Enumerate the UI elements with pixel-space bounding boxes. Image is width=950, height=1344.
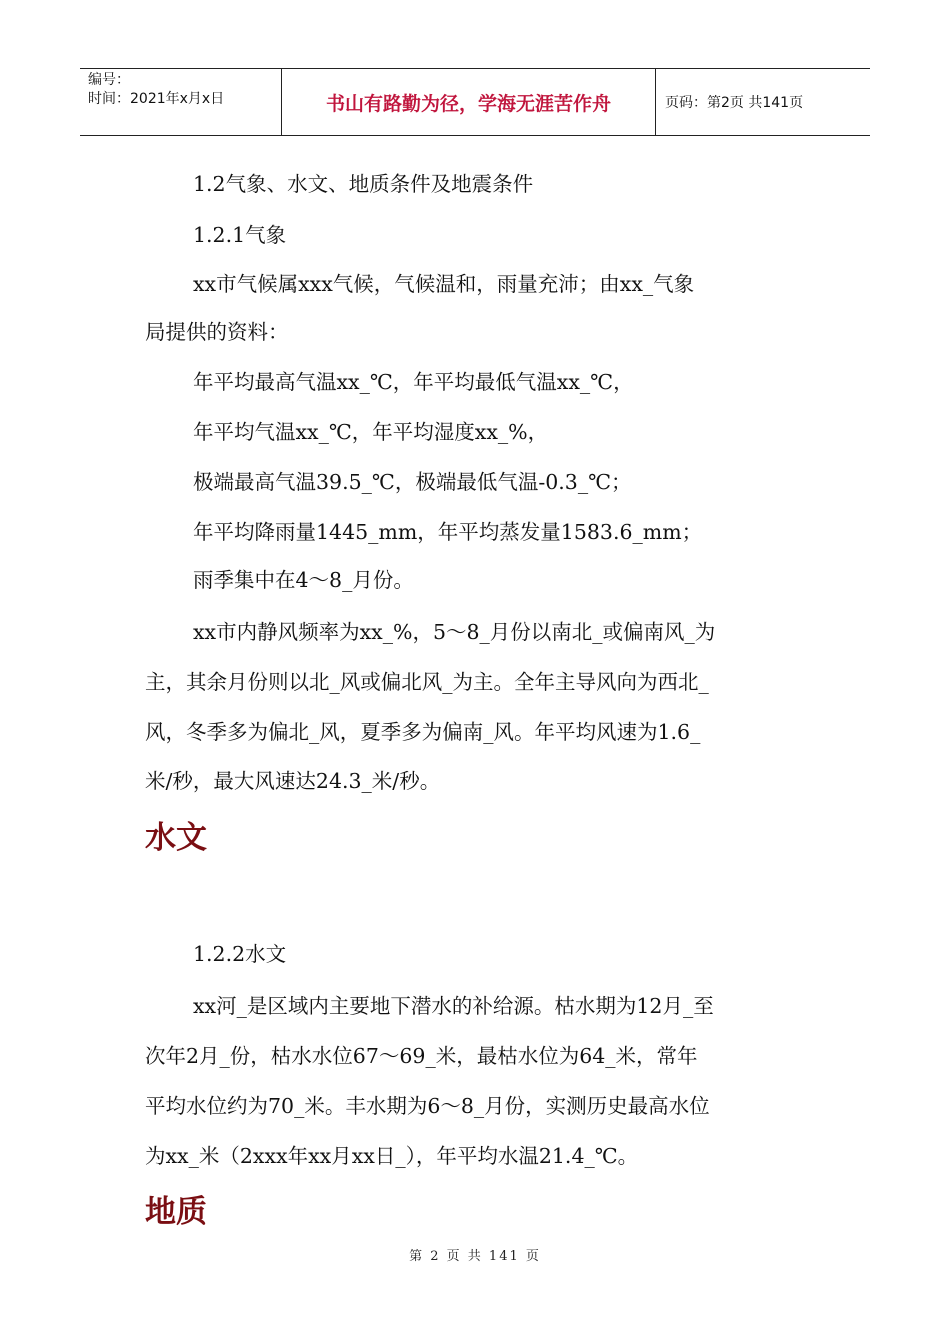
header-motto: 书山有路勤为径，学海无涯苦作舟 [282,69,656,135]
header-table [80,68,870,136]
hydro-paragraph-line: xx河_是区域内主要地下潜水的补给源。枯水期为12月_至 [193,994,714,1018]
meteo-item: 年平均最高气温xx_℃，年平均最低气温xx_℃， [193,370,634,394]
meteo-paragraph-line: 局提供的资料： [145,320,289,344]
hydro-title: 1.2.2水文 [193,942,287,966]
doc-date-label: 时间：2021年x月x日 [88,91,225,107]
heading-hydro: 水文 [145,820,207,856]
header-meta-cell [80,69,282,135]
meteo-item: 年平均气温xx_℃，年平均湿度xx_%， [193,420,549,444]
section-title: 1.2气象、水文、地质条件及地震条件 [193,172,534,196]
wind-paragraph-line: xx市内静风频率为xx_%，5～8_月份以南北_或偏南风_为 [193,620,716,644]
hydro-paragraph-line: 次年2月_份，枯水水位67～69_米，最枯水位为64_米，常年 [145,1044,698,1068]
wind-paragraph-line: 米/秒，最大风速达24.3_米/秒。 [145,769,441,793]
wind-paragraph-line: 风，冬季多为偏北_风，夏季多为偏南_风。年平均风速为1.6_ [145,720,701,744]
page-footer: 第 2 页 共 141 页 [409,1249,541,1264]
meteo-item: 雨季集中在4～8_月份。 [193,568,414,592]
wind-paragraph-line: 主，其余月份则以北_风或偏北风_为主。全年主导风向为西北_ [145,670,709,694]
hydro-paragraph-line: 为xx_米（2xxx年xx月xx日_），年平均水温21.4_℃。 [145,1144,639,1168]
meteo-item: 年平均降雨量1445_mm，年平均蒸发量1583.6_mm； [193,520,703,544]
header-page-label: 页码：第2页 共141页 [665,95,804,111]
meteo-title: 1.2.1气象 [193,223,287,247]
hydro-paragraph-line: 平均水位约为70_米。丰水期为6～8_月份，实测历史最高水位 [145,1094,710,1118]
doc-number-label: 编号： [88,72,130,88]
meteo-paragraph-line: xx市气候属xxx气候，气候温和，雨量充沛；由xx_气象 [193,272,695,296]
meteo-item: 极端最高气温39.5_℃，极端最低气温-0.3_℃； [193,470,632,494]
heading-geology: 地质 [145,1194,207,1230]
